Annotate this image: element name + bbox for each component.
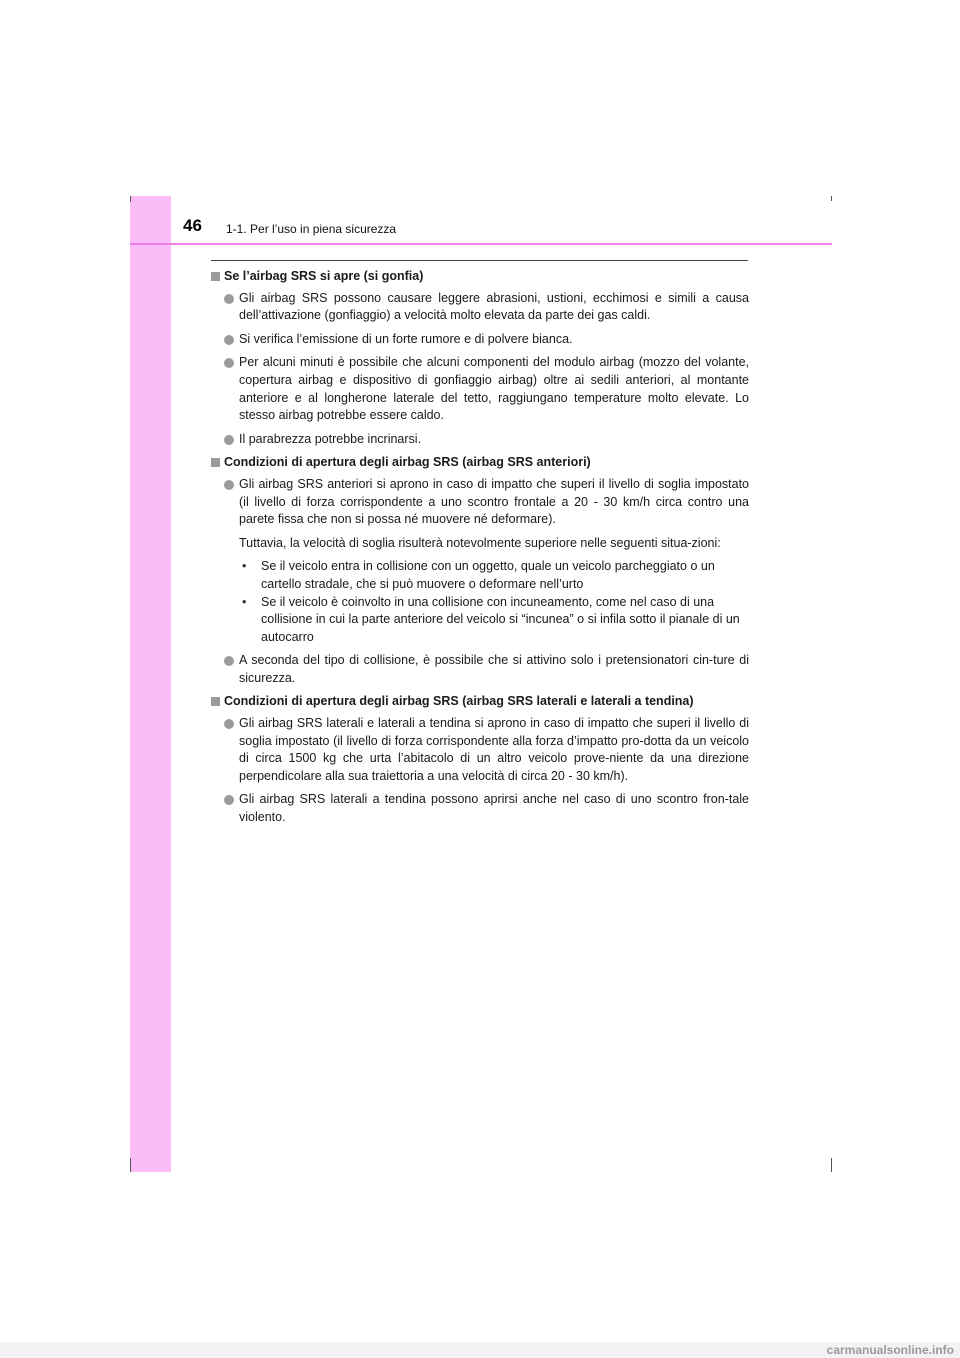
page-number: 46 <box>183 216 202 235</box>
circle-bullet-icon <box>224 358 234 368</box>
list-item: Gli airbag SRS anteriori si aprono in caso di impatto che superi il livello di soglia impostato (il livello di forza corrispondente a uno scontro frontale a 20 - 30 km/h circa contro una parete fissa che non si possa né muovere né deformare). <box>211 476 749 529</box>
side-color-band <box>130 196 171 1172</box>
section-heading: Condizioni di apertura degli airbag SRS (airbag SRS anteriori) <box>211 454 749 472</box>
list-item: Il parabrezza potrebbe incrinarsi. <box>211 431 749 449</box>
sub-list-item: • Se il veicolo è coinvolto in una collisione con incuneamento, come nel caso di una collisione in cui la parte anteriore del veicolo si “incunea” o si infila sotto il pianale di un autocarro <box>242 594 740 644</box>
circle-bullet-icon <box>224 795 234 805</box>
square-bullet-icon <box>211 697 220 706</box>
list-item: Gli airbag SRS laterali a tendina possono aprirsi anche nel caso di uno scontro fron-tale violento. <box>211 791 749 826</box>
sub-list-item: • Se il veicolo entra in collisione con un oggetto, quale un veicolo parcheggiato o un cartello stradale, che si può muovere o deformare nell’urto <box>242 559 715 591</box>
square-bullet-icon <box>211 272 220 281</box>
crop-mark <box>130 196 131 202</box>
footer-bar <box>0 1342 960 1358</box>
dot-marker: • <box>242 594 247 609</box>
crop-mark <box>831 1158 832 1172</box>
watermark: carmanualsonline.info <box>826 1343 954 1357</box>
header-rule <box>130 243 832 245</box>
circle-bullet-icon <box>224 294 234 304</box>
page-body <box>211 268 749 833</box>
circle-bullet-icon <box>224 435 234 445</box>
crop-mark <box>831 196 832 201</box>
circle-bullet-icon <box>224 335 234 345</box>
chapter-title: 1-1. Per l’uso in piena sicurezza <box>226 222 397 236</box>
list-item: A seconda del tipo di collisione, è possibile che si attivino solo i pretensionatori cin-ture di sicurezza. <box>211 652 749 687</box>
list-item: Si verifica l’emissione di un forte rumore e di polvere bianca. <box>211 331 749 349</box>
list-item: Gli airbag SRS possono causare leggere abrasioni, ustioni, ecchimosi e simili a causa dell’attivazione (gonfiaggio) a velocità molto elevata da parte dei gas caldi. <box>211 290 749 325</box>
circle-bullet-icon <box>224 719 234 729</box>
body-paragraph: Tuttavia, la velocità di soglia risulterà notevolmente superiore nelle seguenti situa-zioni: <box>239 535 721 550</box>
square-bullet-icon <box>211 458 220 467</box>
circle-bullet-icon <box>224 480 234 490</box>
crop-mark <box>130 1158 131 1172</box>
dot-marker: • <box>242 559 247 574</box>
section-heading: Condizioni di apertura degli airbag SRS (airbag SRS laterali e laterali a tendina) <box>211 693 749 711</box>
circle-bullet-icon <box>224 656 234 666</box>
list-item: Per alcuni minuti è possibile che alcuni componenti del modulo airbag (mozzo del volante, copertura airbag e dispositivo di gonfiaggio airbag) oltre ai sedili anteriori, al montante anteriore e al longherone laterale del tetto, raggiungano temperature molto elevate. Lo stesso airbag potrebbe essere caldo. <box>211 354 749 424</box>
section-heading: Se l’airbag SRS si apre (si gonfia) <box>211 268 749 286</box>
list-item: Gli airbag SRS laterali e laterali a tendina si aprono in caso di impatto che superi il livello di soglia impostato (il livello di forza corrispondente alla forza d’impatto pro-dotta da un veicolo di circa 1500 kg che urta l’abitacolo di un altro veicolo prove-niente da una direzione perpendicolare alla sua traiettoria a una velocità di circa 20 - 30 km/h). <box>211 715 749 785</box>
content-top-rule <box>211 260 748 261</box>
